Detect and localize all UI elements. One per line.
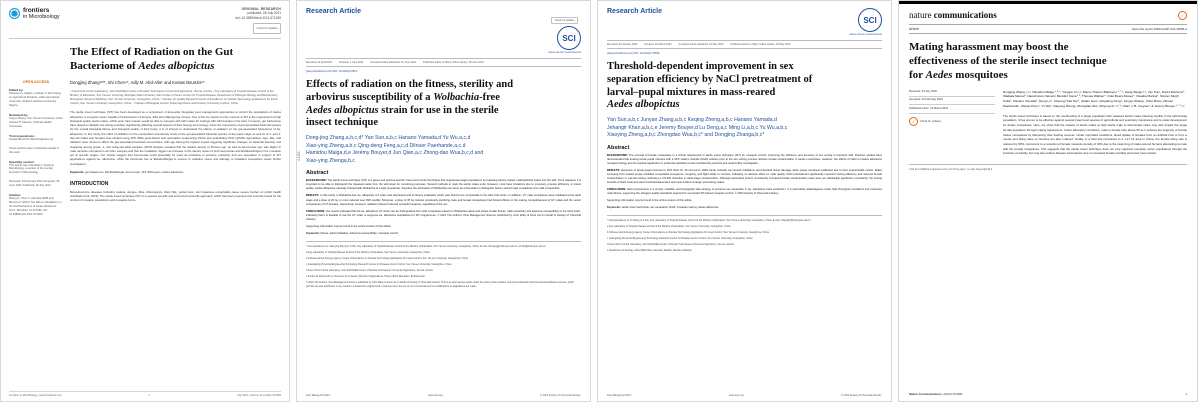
sidebar-block: [9, 147, 63, 155]
abstract-heading: Abstract: [306, 170, 329, 177]
author-line: Jehangir Khan,a,b,c,e Jeremy Bouyer,d Lu Deng,a,c Ming Li,a,b,c Yu Wu,a,b,c: [607, 124, 788, 131]
title-line-2-tail: -free: [479, 91, 500, 103]
title-line-2: effectiveness of the sterile insect technique: [909, 54, 1107, 67]
sci-badge-icon: SCI: [557, 26, 581, 50]
footer-page-number: 1: [148, 394, 150, 397]
crossmark-badge[interactable]: Check for updates: [253, 23, 281, 34]
background-label: BACKGROUND:: [306, 179, 327, 183]
article-type: Research Article: [306, 8, 361, 15]
sidebar-block-text: Xiaoyu Zhang, Sun Yat-sen University, China Andrew P. Gleeson, Orlando Health, Tennessee: [9, 117, 63, 128]
affiliation-line: b Chinese Atomic Energy Agency Center of Excellence on Nuclear Technology Applications for Insect Control, Sun Yat-sen University, Guangzhou, China: [607, 231, 769, 235]
abstract-results: [306, 194, 581, 206]
results-text: In this study, a Wolbachia-free Ae. albopictus GT strain was developed and its fitness evaluated, which was found to be comparable to the wild GUA strain. In addition, GT male mosquitoes were irradiated at the adult stage and a dose of 20 Gy or more induced over 99% sterility. Moreover, a dose of 35 Gy (almost completely sterilizing male and female mosquitoes) had limited effects on the mating competitiveness of GT males and the vector competence of GT females, respectively. However, radiation induced reduced mosquito longevity, regardless of the sex.: [306, 194, 581, 206]
affiliations-footnote[interactable]: A full list of affiliations appears at the end of the paper. | e-mail: bouyer@mail.fr: [909, 168, 993, 172]
page-title: [909, 41, 1187, 83]
sidebar-correspondence-email[interactable]: Kostas Bourtzis K.Bourtzis@iaea.org: [9, 137, 54, 141]
title-line-3-tail: strain for use in the sterile: [378, 104, 499, 116]
date-published: Published online in Wiley Online Library: 29 May 2023: [730, 43, 791, 46]
abstract-heading: Abstract: [607, 144, 630, 151]
footer-page-number: 1: [1185, 392, 1187, 396]
check-icon: ✓: [909, 117, 918, 126]
publisher-name: frontiers: [23, 7, 50, 14]
sidebar-block: [9, 180, 63, 188]
sidebar-block: [9, 88, 63, 108]
affiliations: ¹ Insect Pest Control Laboratory, Joint FAO/IAEA Centre of Nuclear Techniques in Food and Agriculture, Vienna, Austria, ² Key Laboratory of Tropical Disease Control of the Ministry of Education, Sun Yat-sen University–Michigan State University Joint Center of Vector Control for Tropical Disease, Department of Pathogen Biology and Biochemistry, Zhongshan School of Medicine, Sun Yat-sen University, Guangzhou, China, ³ Climate, Air Quality Research Centre of Excellence on Nuclear Technology Applications for Insect Control, Sun Yat-sen University, Guangzhou, China, ⁴ Institute of Biological Control, Fujian Agriculture and Forestry University, Fuzhou, China: [70, 90, 279, 105]
footer-journal: Pest Manag Sci 2021;: [306, 394, 331, 397]
abstract-conclusion: [306, 210, 581, 222]
brand-communications: communications: [933, 10, 997, 20]
copyright-notice: © 2021 The Authors. Pest Management Science published by John Wiley & Sons Ltd on behalf of Society of Chemical Industry. This is an open access article under the terms of the Creative Commons Attribution-NonCommercial-NoDerivs License, which permits use and distribution in any medium, provided the original work is properly cited, the use is non-commercial and no modifications or adaptations are made.: [306, 281, 574, 288]
sidebar-block-text: This article was submitted to Systems Microbiology, a section of the journal Frontiers in Microbiology: [9, 163, 54, 175]
conclusion-text: Our results indicated that the Ae. albopictus GT strain can be distinguished from wild mosquitoes based on Wolbachia status and shows similar fitness, radio-sensitivity and arbovirus susceptibility to the GUA strain, indicating that it is feasible to use the GT strain to suppress Ae. albopictus populations for SIT programmes. © 2021 The Authors. Pest Management Science published by John Wiley & Sons Ltd on behalf of Society of Chemical Industry.: [306, 209, 581, 221]
results-label: RESULTS:: [607, 168, 621, 172]
sidebar-block: [9, 193, 63, 217]
supporting-information: Supporting information may be found in the online version of this article.: [607, 199, 693, 203]
title-line-3: for: [909, 68, 926, 81]
title-line-1: Mating harassment may boost the: [909, 41, 1069, 53]
date-published: Published online in Wiley Online Library: 28 June 2021: [423, 61, 484, 64]
date-accepted: Accepted article published: 10 May 2023: [678, 43, 724, 46]
crossmark-badge[interactable]: Check for updates: [551, 17, 578, 24]
doi[interactable]: https://doi.org/10.1038/s41467-024-46598-w: [1131, 27, 1187, 31]
title-species: Aedes albopictus: [138, 60, 215, 73]
affiliation-line: a Key Laboratory of Tropical Disease Control of the Ministry of Education, Sun Yat-sen University, Guangzhou, China: [306, 250, 430, 254]
date-accepted: Accepted article published: 10 June 2021: [370, 61, 417, 64]
journal-name: in Microbiology: [23, 14, 60, 21]
page-footer: [306, 394, 581, 397]
article-type: ORIGINAL RESEARCH: [241, 7, 281, 11]
abstract-background: [306, 179, 581, 191]
abstract-conclusion: [607, 188, 882, 196]
affiliation-line: e Institut de Recherche en Sciences de la Santé / Direction Régionale de l'Ouest, Bobo-Dioulasso, Burkina Faso: [306, 274, 425, 278]
affiliation-line: d Insect Pest Control Laboratory, Joint FAO/IAEA Centre of Nuclear Techniques in Food and Agriculture, Vienna, Austria: [607, 243, 734, 247]
open-access-label: OPEN ACCESS: [22, 80, 50, 85]
sidebar-block: [9, 160, 63, 176]
footer-volume: July 2021 | Volume 12 | Article 671369: [236, 394, 281, 397]
results-label: RESULTS:: [306, 194, 320, 198]
affiliation-line: c Guangdong Provincial Engineering Technology Research Center for Disease-Vector Control, Sun Yat-sen University, Guangzhou, China: [306, 262, 452, 266]
publication-dates: [306, 58, 581, 67]
page-title: [306, 79, 581, 130]
author-list: [306, 135, 581, 165]
title-line-3: larval–pupal mixtures in mass-reared: [607, 86, 776, 98]
date-published: Published online: 14 March 2024: [909, 107, 995, 114]
title-line-2: separation efficiency by NaCl pretreatment of: [607, 73, 813, 85]
page-title: [70, 46, 281, 74]
page-number-sidebar: 4186: [297, 151, 301, 161]
keywords-label: Keywords:: [70, 169, 85, 174]
supporting-information: Supporting information may be found in the online version of this article.: [306, 224, 392, 228]
frontiers-logo: [9, 7, 60, 21]
sidebar-block-text: These authors have contributed equally to this work: [9, 146, 60, 154]
publication-dates: [607, 40, 882, 49]
divider: [607, 215, 882, 216]
sidebar-block: [9, 113, 63, 129]
article-type: Research Article: [607, 8, 662, 15]
sci-logo: [849, 8, 882, 36]
check-for-updates-label: Check for updates: [920, 119, 942, 123]
footer-journal: Nature Communications: [909, 392, 942, 396]
journal-header: [9, 7, 281, 39]
keywords-value: gut bacteriome, Elizabethkingia, Aeromonas, 16S rRNA gene, Aedes albopictus: [85, 169, 184, 174]
author-line: Dong-jing Zhang,a,b,c,d* Yan Sun,a,b,c Hanano Yamada,d Yu Wu,a,c,d: [306, 135, 471, 142]
paper-page-nature-communications[interactable]: [898, 0, 1198, 402]
divider: [909, 164, 1187, 165]
publication-dates: [909, 90, 995, 114]
nature-top-bar: [899, 1, 1197, 4]
nature-logo: [909, 10, 997, 20]
author-list: [607, 117, 882, 140]
affiliation-line: d Insect Pest Control Laboratory, Joint FAO/IAEA Centre of Nuclear Techniques in Food and Agriculture, Vienna, Austria: [306, 268, 433, 272]
journal-header: [306, 8, 581, 54]
paper-page-pest-management-2021[interactable]: [296, 0, 591, 402]
abstract-background: [607, 154, 882, 166]
title-line-1: Threshold-dependent improvement in sex: [607, 61, 794, 72]
author-list: Dongjing Zhang ¹,²,³, Hamidou Maiga ⁴,⁵,⁶, Yongjun Li¹,²,³, Mamo Thierno Bakhoum ⁴,⁷,⁸, Gang Wang¹,²,³, Yan Sun¹, David Damiens⁴, Wadaka Mamai⁴, Nanwintoum Séverin Bénidict Somé⁴,⁶, Thomas Wallner⁴, Odet Boers-Moses⁴, Claudia Marina⁴, Simran Singh Kotla⁴, Hanano Yamada⁴, Deng Lu⁴, Cheong Huat Tan⁹, Jiatian Guo¹, Qingdeng Feng¹, Junyan Zhang¹, Xufei Zhao¹, Dilnuer Paerhande¹, Wenjie Pan¹,², Yu Wu¹, Xiaoying Zheng¹, Zhongdao Wu¹, Zhiyong Xi ¹,¹⁰,ⁱ¹, Marc J. B. Vreysen⁴ & Jeremy Bouyer ⁴,⁷,⁸,¹²: [1003, 89, 1186, 108]
check-icon: ✓: [1178, 11, 1187, 20]
title-line-2: Bacteriome of: [70, 60, 139, 73]
author-line: Yan Sun,a,b,c Junyan Zhang,a,b,c Keqing Zheng,a,b,c Hanano Yamada,d: [607, 117, 777, 124]
background-label: BACKGROUND:: [607, 153, 628, 157]
published-date: published: 28 July 2021: [247, 11, 281, 16]
doi[interactable]: (wileyonlinelibrary.com) DOI: 10.1002/ps.75596: [607, 52, 660, 55]
author-line: Xiao-ying Zhenga,b,c: [306, 157, 356, 164]
paper-page-frontiers[interactable]: [0, 0, 290, 402]
footer-citation: | (2024) 15:9081: [941, 392, 963, 396]
title-species: Aedes albopictus: [607, 99, 680, 111]
date-received: Received: 11 April 2021: [306, 61, 333, 64]
keywords: [607, 206, 882, 209]
correspondence-line[interactable]: * Correspondence to: D Zhang or Z Wu, Key Laboratory of Tropical Disease Control of the Ministry of Education, Sun Yat-sen University, Guangzhou, China. E-mail: zhangdj7@mail.sysu.edu.cn: [607, 219, 811, 223]
doi[interactable]: doi: 10.3389/fmicb.2021.671369: [235, 15, 281, 20]
keywords: [70, 170, 281, 174]
correspondence-line[interactable]: * Correspondence to: Xiao-ying Zheng or Z Wu, Key Laboratory of Tropical Disease Control of the Ministry of Education, Sun Yat-sen University, Guangzhou, China. E-mail: zhengxy@mail.sysu.edu.cn; wuzhd@mail.sysu.edu.cn: [306, 244, 546, 248]
sidebar-block-heading: Citation:: [9, 193, 22, 198]
journal-header: [607, 8, 882, 36]
footer-url[interactable]: www.soci.org: [427, 394, 443, 397]
sci-badge-tagline: where science meets business: [849, 33, 882, 36]
article-type: Article: [909, 27, 919, 31]
sidebar-block-heading: *Correspondence:: [9, 133, 36, 138]
sidebar-dates: Received: 23 February 2021 Accepted: 28 June 2021 Published: 28 July 2021: [9, 180, 60, 188]
title-line-1: Effects of radiation on the fitness, sterility and: [306, 79, 514, 90]
footer-copyright: © 2023 Society of Chemical Industry.: [841, 394, 882, 397]
sci-badge-icon: SCI: [858, 8, 882, 32]
page-footer: [909, 392, 1187, 396]
sidebar-citation: Zhang D, Chen S, Abd-Alla AMM and Bourtzis K (2021) The Effect of Radiation on the Gut Bacteriome of Aedes albopictus. Front. Microbiol. 12:671369. doi: 10.3389/fmicb.2021.671369: [9, 197, 62, 216]
journal-header: [909, 10, 1187, 20]
keywords: [306, 232, 581, 235]
footer-url[interactable]: www.soci.org: [728, 394, 744, 397]
check-for-updates-link[interactable]: [909, 117, 995, 126]
article-sidebar: [9, 46, 63, 221]
date-received: Received: 23 July 2020: [909, 90, 995, 97]
paper-page-pest-management-2023[interactable]: [597, 0, 892, 402]
introduction-text: Mosquito-borne diseases including malaria, dengue, Zika, chikungunya, West Nile, yellow fever, and Japanese encephalitis cause severe burden on public health worldwide (Colt, 2019). The sterile insect technique (SIT) is a species-specific and environment-friendly approach, which has been proposed and currently tested for the control of mosquito populations and mosquito-borne: [70, 189, 281, 203]
doi[interactable]: (wileyonlinelibrary.com) DOI: 10.1002/ps.6513: [306, 70, 358, 73]
author-line: Hamidou Maiga,d,e Jérémy Bouyer,d Jun Qian,a,c Zhong-dao Wua,b,c,d and: [306, 150, 484, 157]
affiliation-line: e Department of Zoology, Abdul Wali Khan University Mardan, Mardan, Pakistan: [607, 249, 692, 253]
conclusion-text: NaCl pretreatment is a simple, scalable, and biologically safe strategy to enhance sex separation in Ae. albopictus mass production. It is particularly advantageous under high-throughput conditions and preserves male fitness, supporting the stringent quality standards required for successful SIT-based mosquito control. © 2023 Society of Chemical Industry.: [607, 188, 882, 196]
abstract-results: [607, 169, 882, 185]
divider: [306, 241, 581, 242]
abstract-text: The sterile insect technique is based on the overflooding of a target population with released sterile males inducing sterility in the wild female population. It has proven to be effective against several insect pest species of agricultural and veterinary importance and is under development for Aedes mosquitoes. Here, we show that the release of sterile males at high sterile male to wild female ratios may also impact the target female population through mating harassment. Under laboratory conditions, male to female ratio above 50-to-1 reduces the longevity of female Aedes mosquitoes by hampering their feeding success. Under controlled conditions, blood uptake of females from an artificial host or from a mouse and biting rates on humans are also reduced. Finally, in a field trial conducted in a 1.17 ha area in China, the female biting rate is reduced by 80%, concurrent to a reduction of female mosquito density of 40% due to the swarming of males around humans attempting to mate with the female mosquitoes. This suggests that the sterile insect technique does not only suppress mosquito vector populations through the induction of sterility, but may also reduce disease transmission due to increased female mortality and lower host contact.: [1003, 113, 1187, 156]
title-line-1: The Effect of Radiation on the Gut: [70, 46, 234, 59]
title-line-3-tail: mosquitoes: [952, 68, 1008, 81]
title-genus-wolbachia: Wolbachia: [433, 91, 480, 103]
abstract-text: The sterile insect technique (SIT) has been developed as a component of area-wide integrated pest management approaches to control the populations of Aedes albopictus, a mosquito vector capable of transmission of dengue, Zika and chikungunya viruses. One of the key factors for the success of SIT is the requirement of high biological quality sterile males, which upon their release would be able to compete with wild males for matings with wild females in the field. In insects, gut bacteriome have played a catalytic role during evolution significantly affecting several aspects of their biology and ecology. Given the importance of gut-associated bacterial species for the overall biological fitness and biological quality of their hosts, it is of interest to understand the effects of radiation on the gut-associated bacteriome of Ae. albopictus. In this study, the effect of radiation on the composition and density levels of the gut-associated bacterial species at the pupal stage as well as at 1- and 4-day-old males and females was studied using 16S rRNA gene-based next generation sequencing (NGS) and quantitative PCR (qPCR) approaches. Age, diet, and radiation were shown to affect the gut-associated bacterial communities, with age having the highest impact triggering significant changes on bacterial diversity and clustering among pupae, 1- and 4-day-old adult samples. qPCR analysis revealed that the relative density of Proteus spp. as well as Aeromonas spp. was higher in male samples compared to all other samples and that the irradiation triggers an increase in the density levels of both Aeromonas and Elizabethkingia in the mosquito gut at specific stages. Our results suggest that Aeromonas could potentially be used as probiotics to enhance protandry and sex separation in support of SIT applications against Ae. albopictus, while the functional role of Elizabethkingia in respect to oxidative stress and damage in irradiated mosquitoes needs further investigation.: [70, 110, 281, 166]
correspondence-block: [607, 219, 882, 252]
affiliation-line: c Guangdong Provincial Engineering Technology Research Center for Disease-Vector Control, Sun Yat-sen University, Guangzhou, China: [607, 237, 753, 241]
sci-badge-tagline: where science meets business: [548, 51, 581, 54]
check-for-updates-badge[interactable]: [1178, 11, 1187, 20]
keywords-label: Keywords:: [306, 231, 320, 235]
title-genus: Aedes: [925, 68, 953, 81]
author-line: Xiaoying Zheng,a,b,c Zhongdao Wua,b,c* and Dongjing Zhanga,b,c*: [607, 132, 765, 139]
date-revised: Revised: 19 March 2023: [644, 43, 672, 46]
keywords-value: sterile insect technique; sex separation; NaCl; mosquito rearing; Aedes albopictus: [621, 206, 719, 210]
page-footer: [9, 391, 281, 397]
date-received: Received: 26 January 2023: [607, 43, 638, 46]
background-text: The removal of female mosquitoes is a critical requirement in sterile insect technique (SIT) for mosquito control. Improving the efficiency and accuracy of sex sorting is therefore vital. Previous studies have demonstrated that treating larval–pupal mixtures with a 15% sodium chloride (NaCl) solution prior to the sex sorting process reduces female contamination in Aedes mosquitoes. However, the effects of NaCl on Aedes albopictus mosquito biology and its practical application in production facilities remain insufficiently explored and need further investigation.: [607, 153, 883, 165]
keywords-label: Keywords:: [607, 206, 621, 210]
title-species: Aedes albopictus: [306, 104, 379, 116]
metadata-column: [909, 90, 995, 156]
date-revised: Revised: 1 June 2021: [339, 61, 364, 64]
affiliation-line: a Key Laboratory of Tropical Disease Control of the Ministry of Education, Sun Yat-sen University, Guangzhou, China: [607, 225, 731, 229]
sidebar-block-heading: Reviewed by:: [9, 113, 29, 118]
title-line-4: insect technique: [306, 117, 379, 129]
background-text: The sterile insect technique (SIT) is a green and species-specific insect pest control technique that suppresses target populations by releasing factory-reared, radiosterilized males into the wild. Once released, it is important to be able to distinguish the released males from the wild strain for monitoring purposes. Several methods to mark the sterile males exist. However, most have limitations due to monetary, process efficiency, or insect quality. Aedes albopictus naturally infected with Wolbachia at a high prevalence, therefore the elimination of Wolbachia can serve as a biomarker to distinguish factory-reared male mosquitoes from wild conspecifics.: [306, 179, 581, 191]
page-title: [607, 61, 882, 112]
page-footer: [607, 394, 882, 397]
title-line-2: arbovirus susceptibility of a: [306, 91, 434, 103]
section-heading: INTRODUCTION: [70, 180, 109, 187]
footer-copyright: © 2021 Society of Chemical Industry.: [540, 394, 581, 397]
conclusion-label: CONCLUSION:: [306, 209, 325, 213]
date-accepted: Accepted: 20 February 2024: [909, 98, 995, 105]
brand-nature: nature: [909, 10, 932, 20]
sidebar-block: [9, 134, 63, 142]
frontiers-logo-icon: [9, 8, 20, 19]
sidebar-block-heading: Edited by:: [9, 88, 24, 93]
affiliation-line: b Chinese Atomic Energy Agency Center of Excellence on Nuclear Technology Applications for Insect Control, Sun Yat-sen University, Guangzhou, China: [306, 256, 468, 260]
footer-journal: Pest Manag Sci 2023;: [607, 394, 632, 397]
article-bar: [909, 24, 1187, 34]
author-list: Dongjing Zhang¹²³*, Shi Chen⁴*, Adly M. Abd-Alla⁵ and Kostas Bourtzis⁵*: [70, 79, 205, 85]
keywords-value: fitness; adult irradiation; arbovirus susceptibility; mosquito control: [320, 231, 398, 235]
footer-journal[interactable]: Frontiers in Microbiology | www.frontiersin.org: [9, 394, 62, 397]
conclusion-label: CONCLUSION:: [607, 188, 626, 192]
sci-logo: [548, 8, 581, 54]
author-line: Xiao-ying Zheng,a,b,c Qing-deng Feng,a,c,d Dilnuer Paerhande,a,c,d: [306, 142, 466, 149]
results-text: Exposure of larval–pupal mixtures to 15% NaCl for 40 min led to 100% larval mortality via osmotic imbalance and intestinal tissue damage, while pupae remained unaffected due to their impermeable cuticle. Males emerging from treated pupae exhibited comparable emergence, longevity, and flight ability to controls, indicating no adverse effect on male quality. NaCl pretreatment significantly improved sorting efficiency and reduced female contamination in manual sorting, achieving a 3.8-fold reduction in adult-stage contamination. Although automated sorters consistently increased female contamination rates were not statistically significant. Importantly, the sorting benefits of NaCl treatment were threshold-dependent and most evident at larger processing scales.: [607, 168, 882, 185]
sidebar-block-heading: Specialty section:: [9, 159, 35, 164]
sidebar-block-text: Olusesan A. Fadare, Institute of Technology on Agricultural Products, Hefei Agricultural University, Obafemi Awolowo University, Nigeria: [9, 92, 61, 108]
correspondence-block: [306, 245, 581, 278]
